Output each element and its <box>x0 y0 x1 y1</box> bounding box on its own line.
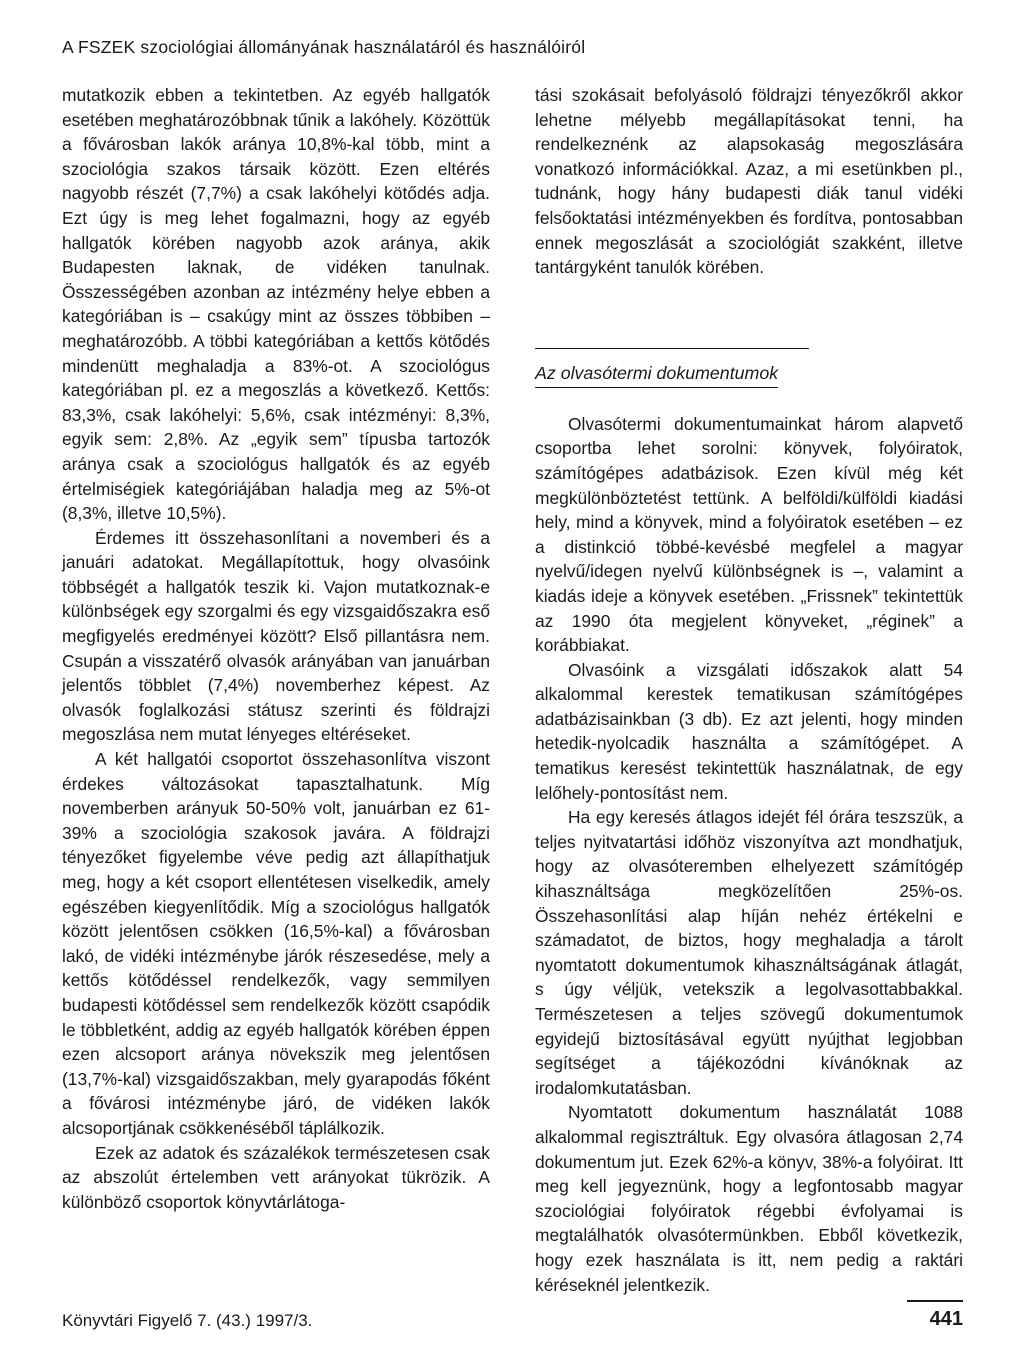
body-paragraph: mutatkozik ebben a tekintetben. Az egyéb hallgatók esetében meghatározóbbnak tűnik a lakóhely. Közöttük a fővárosban lakók aránya 10,8%-kal több, mint a szociológia szakos társaik között. Ezen eltérés nagyobb részét (7,7%) a csak lakóhelyi kötődés adja. Ezt úgy is meg lehet fogalmazni, hogy az egyéb hallgatók körében nagyobb azok aránya, akik Budapesten laknak, de vidéken tanulnak. Összességében azonban az intézmény helye ebben a kategóriában is – csakúgy mint az összes többiben – meghatározóbb. A többi kategóriában a kettős kötődés mindenütt meghaladja a 83%-ot. A szociológus kategóriában pl. ez a megoszlás a következő. Kettős: 83,3%, csak lakóhelyi: 5,6%, csak intézményi: 8,3%, egyik sem: 2,8%. Az „egyik sem” típusba tartozók aránya csak a szociológus hallgatók és az egyéb értelmiségiek kategóriájában haladja meg az 5%-ot (8,3%, illetve 10,5%). <box>62 85 490 524</box>
running-header: A FSZEK szociológiai állományának használatáról és használóiról <box>62 37 586 57</box>
body-paragraph: A két hallgatói csoportot összehasonlítva viszont érdekes változásokat tapasztalhatunk. Míg novemberben arányuk 50-50% volt, januárban ez 61-39% a szociológia szakosok javára. A földrajzi tényezőket figyelembe véve pedig azt állapíthatjuk meg, hogy a két csoport ellentétesen viselkedik, amely egészében kiegyenlítődik. Míg a szociológus hallgatók között jelentősen csökken (16,5%-kal) a fővárosban lakó, de vidéki intézménybe járók részesedése, mely a kettős kötődéssel rendelkezők, vagy semmilyen budapesti kötődéssel sem rendelkezők között csapódik le többletként, addig az egyéb hallgatók körében éppen ezen alcsoport aránya növekszik meg jelentősen (13,7%-kal) vizsgaidőszakban, mely gyarapodás főként a fővárosi intézménybe járó, de vidéken lakók alcsoportjának csökkenéséből táplálkozik. <box>62 749 490 1138</box>
body-paragraph: Ha egy keresés átlagos idejét fél órára teszszük, a teljes nyitvatartási időhöz viszonyítva azt mondhatjuk, hogy az olvasóteremben elhelyezett számítógép kihasználtsága megközelítően 25%-os. Összehasonlítási alap híján nehéz értékelni e számadatot, de biztos, hogy meghaladja a tárolt nyomtatott dokumentumok kihasználtságának átlagát, s úgy véljük, vetekszik a legolvasottabbakkal. Természetesen a teljes szövegű dokumentumok egyidejű biztosításával együtt nyújthat legjobban segítséget a tájékozódni kívánóknak az irodalomkutatásban. <box>535 807 963 1098</box>
section-heading: Az olvasótermi dokumentumok <box>535 361 778 388</box>
body-paragraph: Érdemes itt összehasonlítani a novemberi és a januári adatokat. Megállapítottuk, hogy olvasóink többségét a hallgatók teszik ki. Vajon mutatkoznak-e különbségek egy szorgalmi és egy vizsgaidőszakra eső megfigyelés eredményei között? Első pillantásra nem. Csupán a visszatérő olvasók arányában van januárban jelentős többlet (7,4%) novemberhez képest. Az olvasók foglalkozási státusz szerinti és földrajzi megoszlása nem mutat lényeges eltéréseket. <box>62 527 490 745</box>
body-paragraph: tási szokásait befolyásoló földrajzi tényezőkről akkor lehetne mélyebb megállapításokat tenni, ha rendelkeznénk az alapsokaság megoszlására vonatkozó információkkal. Azaz, a mi esetünkben pl., tudnánk, hogy hány budapesti diák tanul vidéki felsőoktatási intézményekben és fordítva, pontosabban ennek megoszlását a szociológiát szakként, illetve tantárgyként tanulók körében. <box>535 85 963 278</box>
body-paragraph: Olvasóink a vizsgálati időszakok alatt 54 alkalommal kerestek tematikusan számítógépes adatbázisainkban (3 db). Ez azt jelenti, hogy minden hetedik-nyolcadik használta a számítógépet. A tematikus keresést tekintettük használatnak, de egy lelőhely-pontosítást nem. <box>535 659 963 803</box>
footer-journal-citation: Könyvtári Figyelő 7. (43.) 1997/3. <box>62 1311 313 1330</box>
page-number: 441 <box>929 1308 963 1330</box>
body-paragraph: Olvasótermi dokumentumainkat három alapvető csoportba lehet sorolni: könyvek, folyóiratok, számítógépes adatbázisok. Ezen kívül még két megkülönböztetést tettünk. A belföldi/külföldi kiadási hely, mind a könyvek, mind a folyóiratok esetében – ez a distinkció többé-kevésbé megfelel a magyar nyelvű/idegen nyelvű különbségnek is –, valamint a kiadás ideje a könyvek esetében. „Frissnek” tekintettük az 1990 óta megjelent könyveket, „réginek” a korábbiakat. <box>535 413 963 656</box>
right-column <box>535 83 963 1297</box>
left-column <box>62 83 490 1214</box>
footer-rule <box>907 1300 963 1302</box>
body-paragraph: Nyomtatott dokumentum használatát 1088 alkalommal regisztráltuk. Egy olvasóra átlagosan 2,74 dokumentum jut. Ezek 62%-a könyv, 38%-a folyóirat. Itt meg kell jegyeznünk, hogy a legfontosabb magyar szociológiai folyóiratok régebbi évfolyamai is megtalálhatók olvasótermünkben. Ebből következik, hogy ezek használata is itt, nem pedig a raktári kéréseknél jelentkezik. <box>535 1102 963 1295</box>
section-divider <box>535 348 809 349</box>
body-paragraph: Ezek az adatok és százalékok természetesen csak az abszolút értelemben vett arányokat tükrözik. A különböző csoportok könyvtárlátoga- <box>62 1142 490 1212</box>
